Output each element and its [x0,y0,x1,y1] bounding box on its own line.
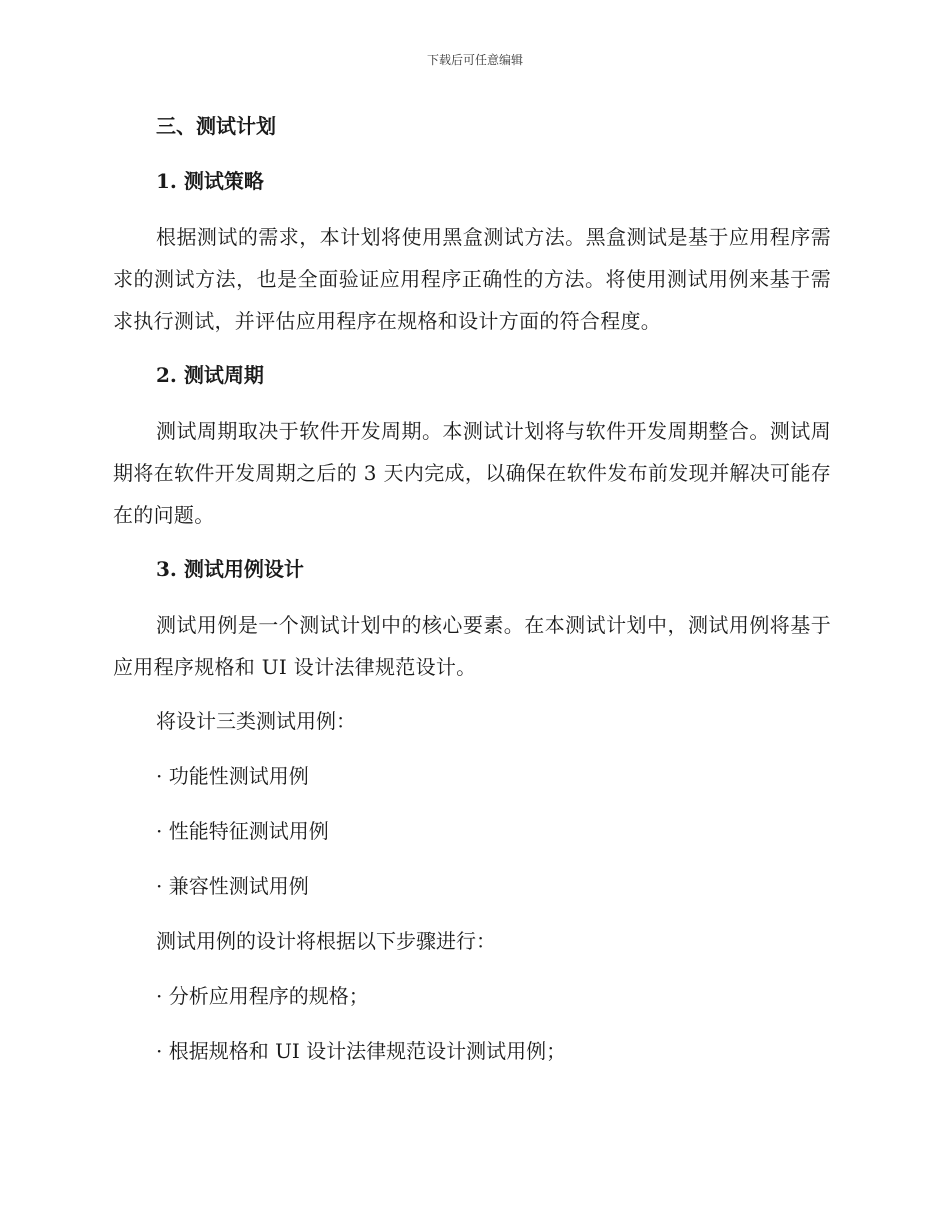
list-item-functional: · 功能性测试用例 [156,764,309,788]
strategy-paragraph: 根据测试的需求，本计划将使用黑盒测试方法。黑盒测试是基于应用程序需求的测试方法，也是全面验证应用程序正确性的方法。将使用测试用例来基于需求执行测试，并评估应用程序在规格和设计方面的符合程度。 [113,225,831,333]
page-header: 下载后可任意编辑 [426,53,523,67]
document-body [113,106,831,1086]
design-paragraph: 测试用例是一个测试计划中的核心要素。在本测试计划中，测试用例将基于应用程序规格和 UI 设计法律规范设计。 [113,613,831,679]
list-item-performance: · 性能特征测试用例 [156,819,329,843]
list-item-design-cases: · 根据规格和 UI 设计法律规范设计测试用例； [156,1039,567,1063]
list-item-analyze-spec: · 分析应用程序的规格； [156,984,369,1008]
cycle-paragraph: 测试周期取决于软件开发周期。本测试计划将与软件开发周期整合。测试周期将在软件开发周期之后的 3 天内完成，以确保在软件发布前发现并解决可能存在的问题。 [113,419,831,527]
section-title: 三、测试计划 [156,114,276,138]
strategy-title: 1. 测试策略 [156,169,264,193]
list-item-compatibility: · 兼容性测试用例 [156,874,309,898]
cycle-title: 2. 测试周期 [156,363,264,387]
design-title: 3. 测试用例设计 [156,557,304,581]
types-intro: 将设计三类测试用例： [156,709,356,733]
steps-intro: 测试用例的设计将根据以下步骤进行： [156,929,496,953]
